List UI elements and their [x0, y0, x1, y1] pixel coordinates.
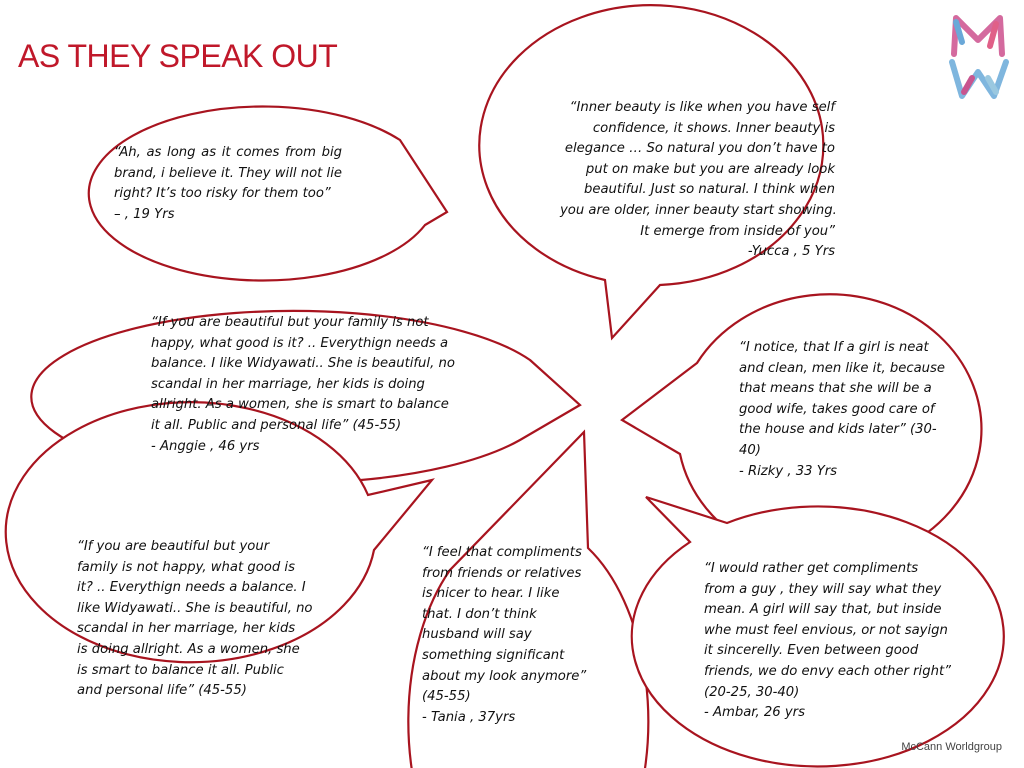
quote-line: good wife, takes good care of	[739, 401, 935, 417]
quote-line: confidence, it shows. Inner beauty is	[592, 120, 835, 136]
quote-line: brand, i believe it. They will not lie	[114, 165, 342, 181]
quote-line: from a guy , they will say what they	[704, 581, 942, 597]
quote-line: balance. I like Widyawati.. She is beautiful, no	[151, 356, 455, 372]
quote-line: happy, what good is it? .. Everythign needs a	[151, 335, 449, 351]
quote-line: “Inner beauty is like when you have self	[569, 100, 835, 115]
quote-line: elegance … So natural you don’t have to	[564, 141, 835, 157]
quote-inner-beauty	[560, 98, 835, 263]
quote-line: mean. A girl will say that, but inside	[704, 602, 942, 618]
quote-line: right? It’s too risky for them too”	[114, 186, 331, 202]
quote-attribution: - Tania , 37yrs	[422, 709, 516, 725]
quote-line: and personal life” (45-55)	[77, 683, 247, 699]
quote-line: (45-55)	[422, 689, 471, 705]
quote-line: something significant	[422, 647, 565, 663]
quote-line: the house and kids later” (30-	[739, 422, 937, 438]
quote-line: “Ah, as long as it comes from big	[114, 145, 342, 160]
quote-attribution: -Yucca , 5 Yrs	[747, 244, 835, 260]
quote-line: “I notice, that If a girl is neat	[739, 340, 929, 355]
quote-line: that means that she will be a	[739, 381, 932, 397]
slide-title: AS THEY SPEAK OUT	[18, 38, 338, 74]
quote-family-center	[151, 313, 455, 457]
quote-line: scandal in her marriage, her kids	[77, 621, 296, 637]
quote-line: It emerge from inside of you”	[640, 223, 835, 239]
quote-compliments-guy	[704, 559, 964, 724]
quote-brand	[114, 143, 342, 225]
quote-line: “I feel that compliments	[422, 545, 582, 560]
quote-line: from friends or relatives	[422, 565, 582, 581]
quote-line: put on make but you are already look	[585, 161, 835, 177]
footer-brand: McCann Worldgroup	[901, 741, 1002, 753]
quote-line: “If you are beautiful but your family is not	[151, 315, 429, 330]
quote-line: is smart to balance it all. Public	[77, 662, 284, 678]
quote-line: and clean, men like it, because	[739, 360, 946, 376]
quote-attribution: - Ambar, 26 yrs	[704, 705, 805, 721]
quote-line: family is not happy, what good is	[77, 559, 295, 575]
quote-line: friends, we do envy each other right”	[704, 663, 951, 679]
quote-line: (20-25, 30-40)	[704, 684, 800, 700]
quote-neat-clean	[739, 338, 944, 482]
quote-attribution: - Anggie , 46 yrs	[151, 438, 260, 454]
mccann-mw-logo-icon	[944, 12, 1014, 100]
quote-attribution: – , 19 Yrs	[114, 206, 175, 222]
quote-line: “If you are beautiful but your	[77, 539, 270, 554]
quote-line: 40)	[739, 442, 761, 458]
quote-line: it all. Public and personal life” (45-55)	[151, 417, 402, 433]
quote-line: it sincerelly. Even between good	[704, 643, 919, 659]
quote-family-bottom	[77, 537, 313, 702]
quote-line: is doing allright. As a women, she	[77, 641, 300, 657]
quote-line: that. I don’t think	[422, 606, 537, 622]
quote-line: beautiful. Just so natural. I think when	[583, 182, 835, 198]
quote-line: you are older, inner beauty start showing.	[560, 202, 837, 218]
quote-line: about my look anymore”	[422, 668, 587, 684]
quote-line: whe must feel envious, or not sayign	[704, 622, 948, 638]
quote-attribution: - Rizky , 33 Yrs	[739, 463, 838, 479]
quote-line: scandal in her marriage, her kids is doing	[151, 376, 425, 392]
quote-line: “I would rather get compliments	[704, 561, 919, 576]
quote-line: husband will say	[422, 627, 532, 643]
quote-line: allright. As a women, she is smart to balance	[151, 397, 449, 413]
quote-line: like Widyawati.. She is beautiful, no	[77, 600, 313, 616]
quote-line: it? .. Everythign needs a balance. I	[77, 580, 306, 596]
quote-line: is nicer to hear. I like	[422, 586, 560, 602]
quote-compliments-friends	[422, 543, 592, 728]
